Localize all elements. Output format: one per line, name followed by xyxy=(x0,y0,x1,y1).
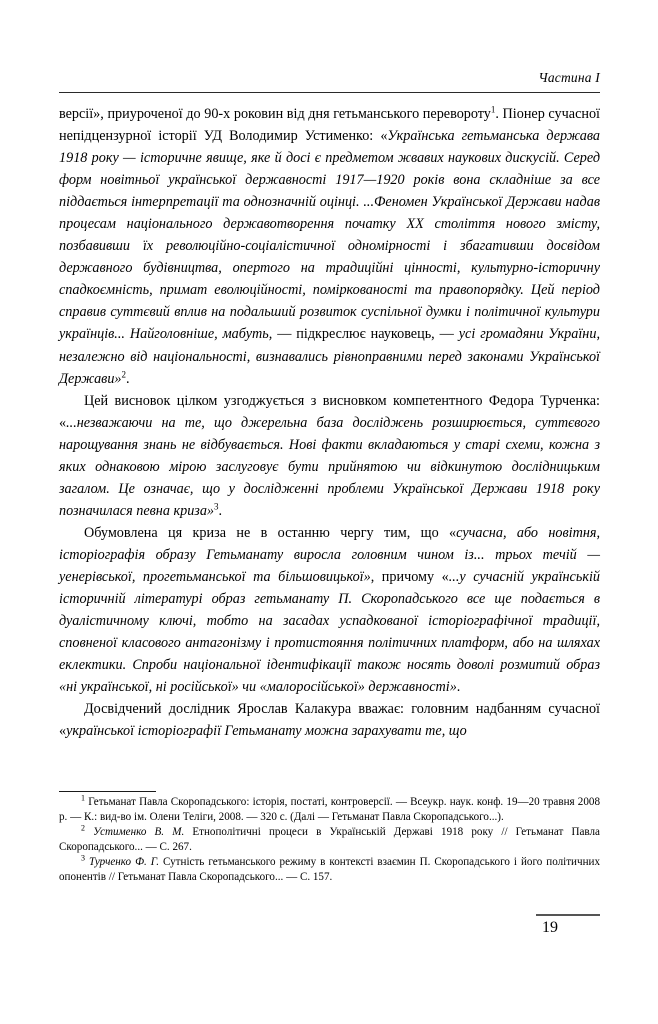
header-rule xyxy=(59,92,600,93)
paragraph xyxy=(59,103,600,390)
body-text: . xyxy=(456,679,461,696)
footnote-author: Турченко Ф. Г. xyxy=(88,856,160,869)
quoted-italic-text: ...незважаючи на те, що джерельна база досліджень розширюється, суттєвого нарощування знань не відбувається. Нові факти вкладаються у старі схеми, кожна з яких однаковою мірою заслуговує бути прийнятою чи відкинутою дослідницьким загалом. Це означає, що у дослідженні проблеми Української Держави 1918 року позначилася певна криза» xyxy=(59,414,600,519)
body-text: , причому « xyxy=(370,568,449,585)
footnote xyxy=(59,855,600,885)
paragraph xyxy=(59,390,600,522)
footnote xyxy=(59,795,600,825)
body-text: версії», приуроченої до 90-х роковин від дня гетьманського перевороту xyxy=(59,106,491,122)
body-text: Досвідчений дослідник Ярослав Калакура вважає: головним надбанням сучасної « xyxy=(59,701,600,740)
footnote-text: Сутність гетьманського режиму в контексті взаємин П. Скоропадського і його політичних опонентів // Гетьманат Павла Скоропадського... — С. 157. xyxy=(59,856,600,884)
quoted-italic-text: сучасна, або новітня, історіографія образу Гетьманату виросла головним чином із... трьох течій — уенерівської, прогетьманської та більшовицької» xyxy=(59,524,600,585)
footnote-separator-rule xyxy=(59,791,156,792)
footnote-reference[interactable]: 1 xyxy=(490,104,496,115)
footnote-marker[interactable]: 1 xyxy=(81,793,85,803)
body-text: Обумовлена ця криза не в останню чергу тим, що « xyxy=(84,524,457,541)
body-text: . xyxy=(126,370,130,387)
footnote-reference[interactable]: 3 xyxy=(214,501,219,512)
footnote-text: Етнополітичні процеси в Українській Державі 1918 року // Гетьманат Павла Скоропадського... — С. 267. xyxy=(59,826,600,854)
footnote-block xyxy=(59,795,600,886)
paragraph xyxy=(59,522,600,698)
quoted-italic-text: усі громадяни України, незалежно від національності, визнавались рівноправними перед законами Української Держави» xyxy=(59,326,600,387)
footnote-marker[interactable]: 3 xyxy=(81,853,85,863)
running-head: Частина I xyxy=(538,70,600,85)
footnote-author: Устименко В. М. xyxy=(93,826,185,839)
footnote xyxy=(59,825,600,855)
body-text: . xyxy=(218,502,223,519)
footnote-marker[interactable]: 2 xyxy=(81,823,85,833)
body-text: Цей висновок цілком узгоджується з висновком компетентного Федора Турченка: « xyxy=(59,392,600,431)
body-text: . Піонер сучасної непідцензурної історії УД Володимир Устименко: « xyxy=(59,106,600,145)
footnote-text: Гетьманат Павла Скоропадського: історія, постаті, контроверсії. — Всеукр. наук. конф. 19—20 травня 2008 р. — К.: вид-во ім. Олени Теліги, 2008. — 320 с. (Далі — Гетьманат Павла Скоропадського...). xyxy=(59,796,600,824)
body-text-block xyxy=(59,103,600,742)
body-text: — підкреслює науковець, — xyxy=(277,326,459,343)
footnote-reference[interactable]: 2 xyxy=(121,368,127,379)
quoted-italic-text: ...у сучасній українській історичній літературі образ гетьманату П. Скоропадського все ще подається в дуалістичному ключі, тобто на засадах успадкованої історіографічної традиції, сповненої класового антагонізму і протистояння політичних платформ, або на шляхах еклектики. Спроби національної ідентифікації також носять доволі розмитий образ «ні української, ні російської» чи «малоросійської» державності» xyxy=(59,568,600,696)
quoted-italic-text: Українська гетьманська держава 1918 року — історичне явище, яке й досі є предметом жвавих наукових дискусій. Серед форм новітньої української державності 1917—1920 років вона складніше за все піддається інтерпретації та однозначній оцінці. ...Феномен Української Держави надав процесам національного державотворення початку ХХ століття нового змісту, позбавивши їх революційно-соціалістичної одномірності і збагативши досвідом державного будівництва, опертого на традиційні цінності, культурно-історичну спадкоємність, примат еволюційності, поміркованості та правопорядку. Цей період справив суттєвий вплив на подальший розвиток суспільної думки і політичної культури українців... Найголовніше, мабуть, xyxy=(59,128,600,343)
quoted-italic-text: української історіографії Гетьманату можна зарахувати те, що xyxy=(66,723,467,740)
paragraph xyxy=(59,698,600,742)
page-number: 19 xyxy=(542,919,558,936)
folio-rule xyxy=(536,914,600,916)
